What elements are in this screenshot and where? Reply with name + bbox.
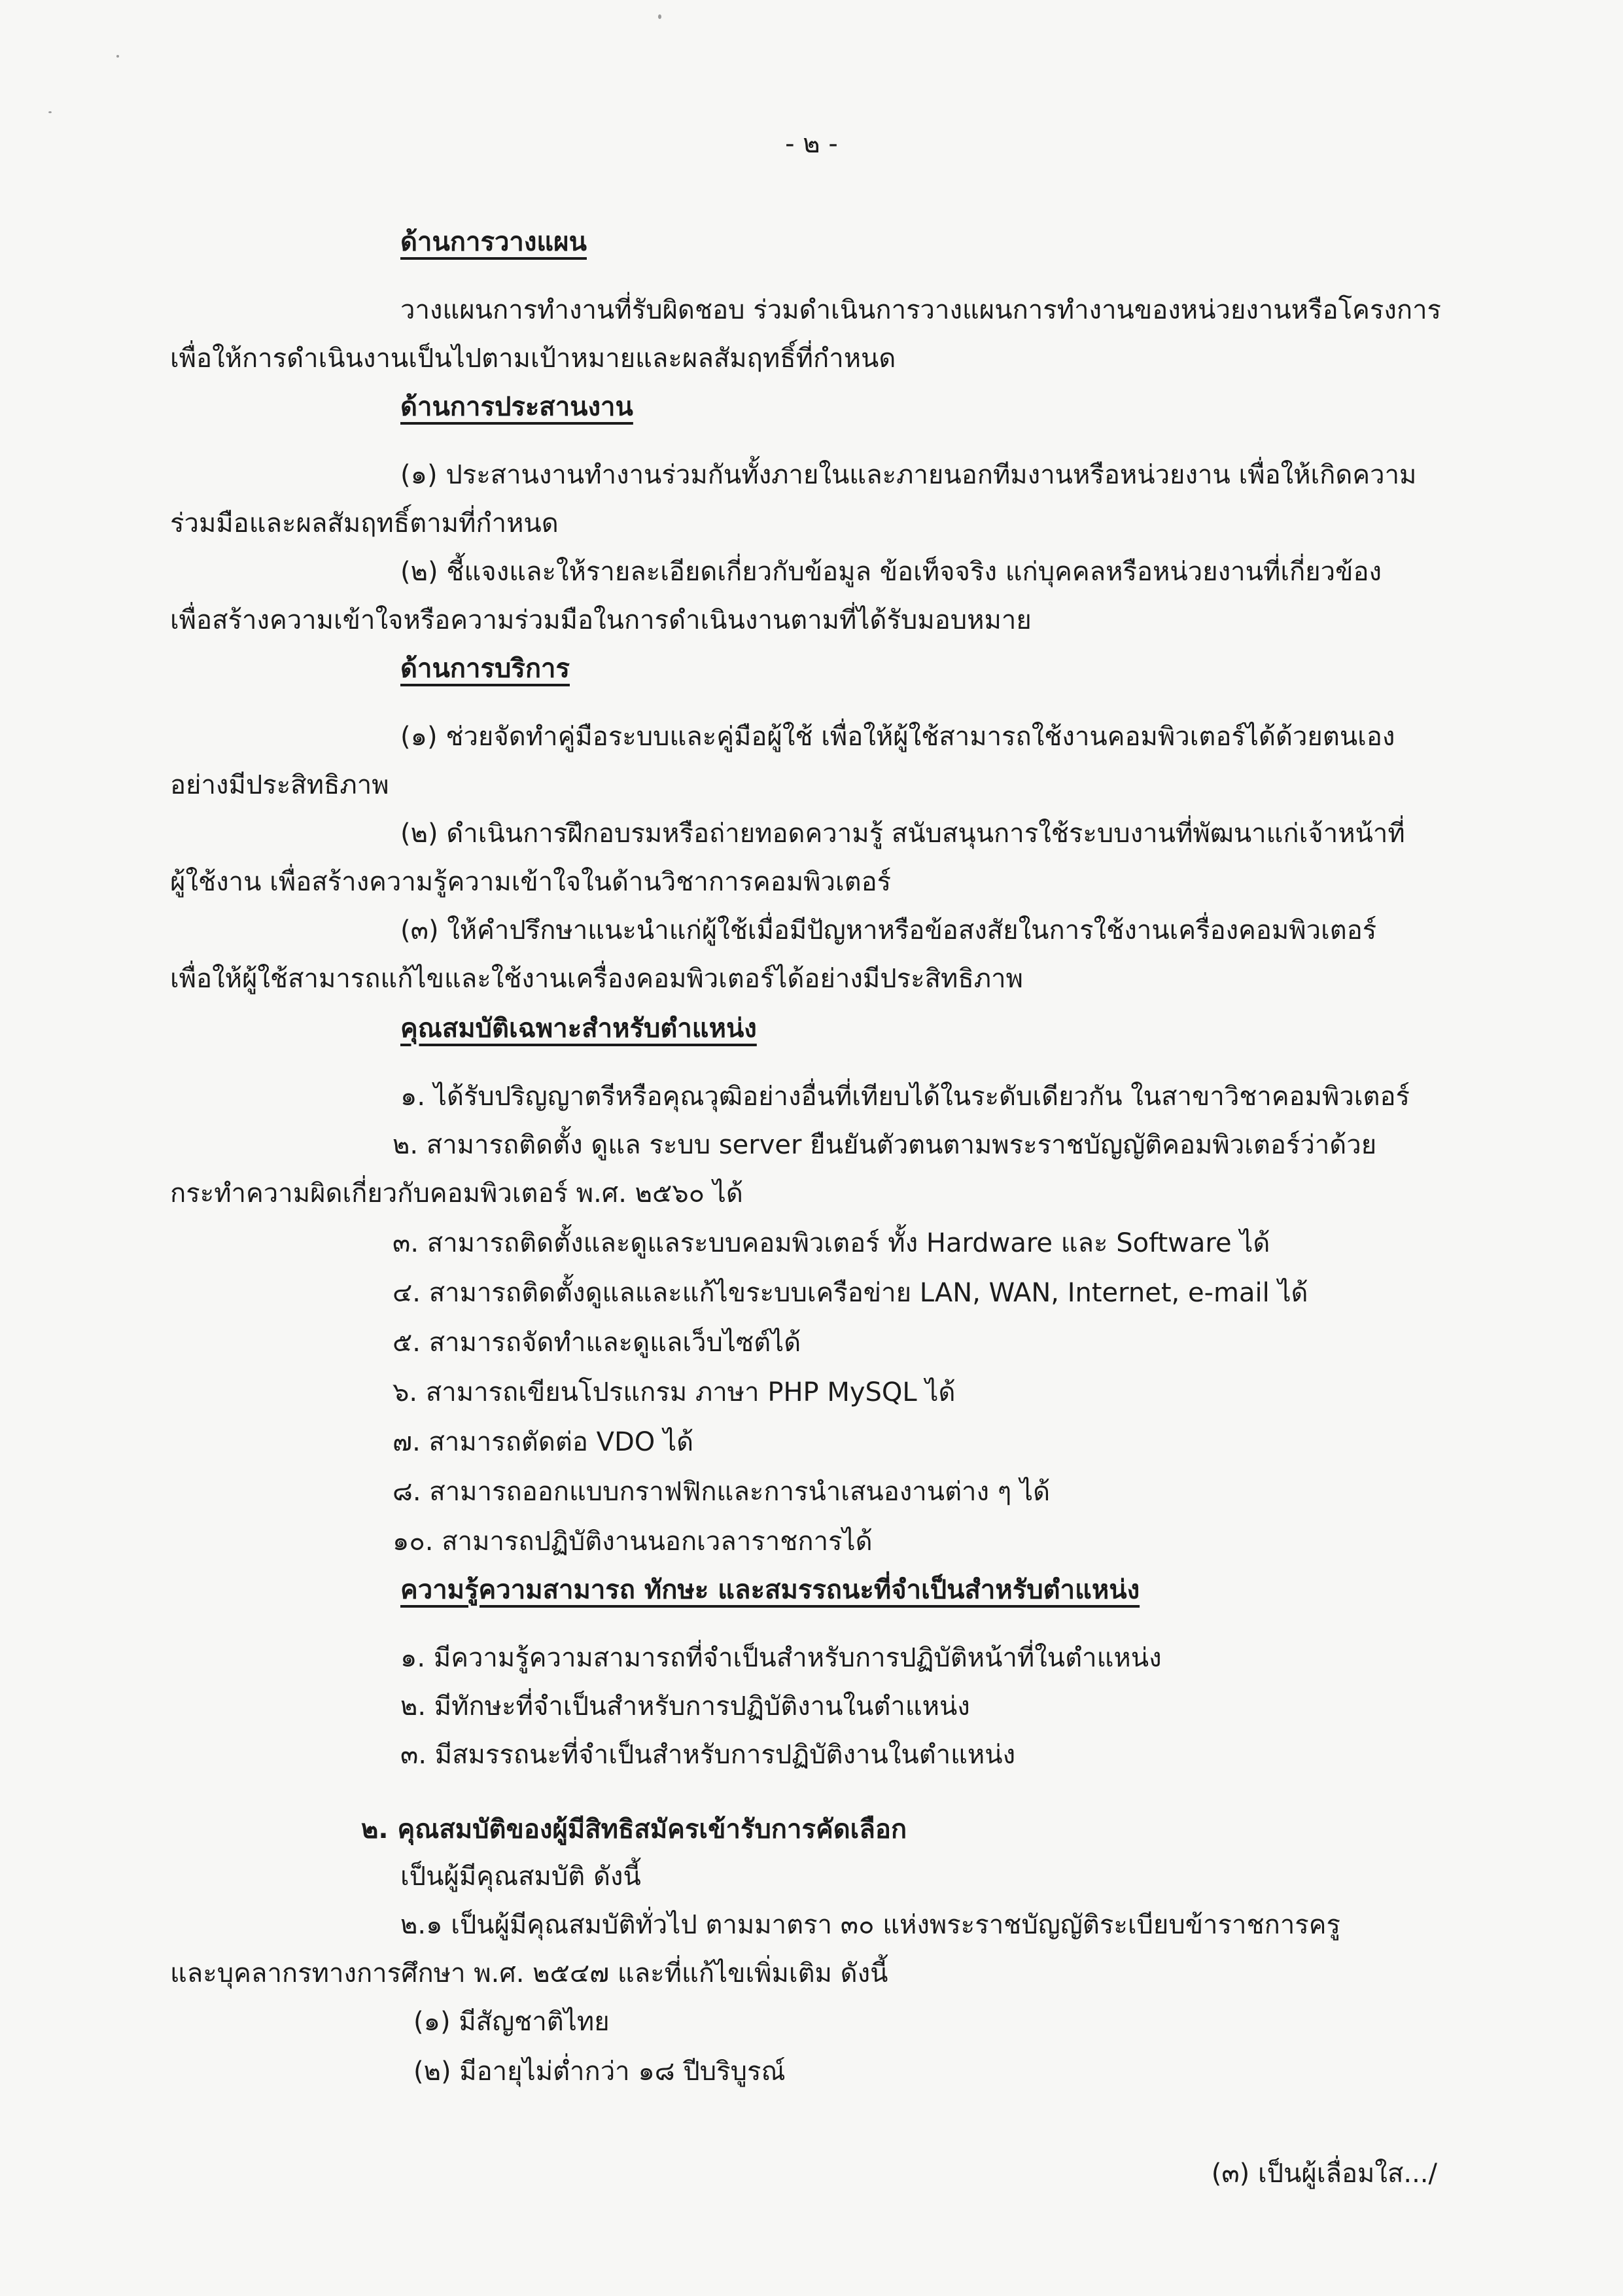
section-heading-applicant-qualifications: ๒. คุณสมบัติของผู้มีสิทธิสมัครเข้ารับการคัดเลือก: [361, 1814, 907, 1845]
paragraph-line: เพื่อสร้างความเข้าใจหรือความร่วมมือในการดำเนินงานตามที่ได้รับมอบหมาย: [170, 605, 1032, 635]
list-item: (๑) มีสัญชาติไทย: [413, 2007, 610, 2037]
section-heading-qualifications: คุณสมบัติเฉพาะสำหรับตำแหน่ง: [400, 1014, 757, 1044]
list-item: ๒. สามารถติดตั้ง ดูแล ระบบ server ยืนยันตัวตนตามพระราชบัญญัติคอมพิวเตอร์ว่าด้วย: [393, 1130, 1377, 1160]
list-item: ๖. สามารถเขียนโปรแกรม ภาษา PHP MySQL ได้: [393, 1377, 956, 1407]
list-item: ๕. สามารถจัดทำและดูแลเว็บไซต์ได้: [393, 1328, 801, 1358]
paragraph-line: ๒.๑ เป็นผู้มีคุณสมบัติทั่วไป ตามมาตรา ๓๐ แห่งพระราชบัญญัติระเบียบข้าราชการครู: [400, 1910, 1341, 1940]
list-item: ๑. ได้รับปริญญาตรีหรือคุณวุฒิอย่างอื่นที่เทียบได้ในระดับเดียวกัน ในสาขาวิชาคอมพิวเตอร์: [400, 1082, 1410, 1112]
paragraph-line: อย่างมีประสิทธิภาพ: [170, 770, 389, 800]
paragraph-line: ผู้ใช้งาน เพื่อสร้างความรู้ความเข้าใจในด้านวิชาการคอมพิวเตอร์: [170, 867, 892, 897]
list-item: ๑๐. สามารถปฏิบัติงานนอกเวลาราชการได้: [393, 1527, 873, 1557]
list-item: กระทำความผิดเกี่ยวกับคอมพิวเตอร์ พ.ศ. ๒๕๖๐ ได้: [170, 1178, 743, 1209]
list-item: ๒. มีทักษะที่จำเป็นสำหรับการปฏิบัติงานในตำแหน่ง: [400, 1691, 970, 1722]
section-heading-planning: ด้านการวางแผน: [400, 227, 587, 257]
continuation-note: (๓) เป็นผู้เลื่อมใส.../: [1211, 2159, 1437, 2189]
paragraph-line: เพื่อให้ผู้ใช้สามารถแก้ไขและใช้งานเครื่องคอมพิวเตอร์ได้อย่างมีประสิทธิภาพ: [170, 964, 1024, 994]
paragraph-line: (๑) ช่วยจัดทำคู่มือระบบและคู่มือผู้ใช้ เพื่อให้ผู้ใช้สามารถใช้งานคอมพิวเตอร์ได้ด้วยตนเอง: [400, 722, 1395, 752]
section-heading-competencies: ความรู้ความสามารถ ทักษะ และสมรรถนะที่จำเป็นสำหรับตำแหน่ง: [400, 1575, 1140, 1605]
section-heading-service: ด้านการบริการ: [400, 654, 570, 684]
paragraph-line: ร่วมมือและผลสัมฤทธิ์ตามที่กำหนด: [170, 508, 559, 539]
paragraph-line: เพื่อให้การดำเนินงานเป็นไปตามเป้าหมายและผลสัมฤทธิ์ที่กำหนด: [170, 344, 896, 374]
list-item: (๒) มีอายุไม่ต่ำกว่า ๑๘ ปีบริบูรณ์: [413, 2057, 786, 2087]
list-item: ๑. มีความรู้ความสามารถที่จำเป็นสำหรับการปฏิบัติหน้าที่ในตำแหน่ง: [400, 1643, 1162, 1673]
list-item: ๓. สามารถติดตั้งและดูแลระบบคอมพิวเตอร์ ทั้ง Hardware และ Software ได้: [393, 1228, 1270, 1258]
paragraph-line: และบุคลากรทางการศึกษา พ.ศ. ๒๕๔๗ และที่แก้ไขเพิ่มเติม ดังนี้: [170, 1958, 888, 1988]
paragraph-line: (๑) ประสานงานทำงานร่วมกันทั้งภายในและภายนอกทีมงานหรือหน่วยงาน เพื่อให้เกิดความ: [400, 460, 1417, 490]
section-heading-coordination: ด้านการประสานงาน: [400, 392, 633, 422]
paragraph-line: (๓) ให้คำปรึกษาแนะนำแก่ผู้ใช้เมื่อมีปัญหาหรือข้อสงสัยในการใช้งานเครื่องคอมพิวเตอร์: [400, 915, 1377, 945]
paragraph-line: (๒) ดำเนินการฝึกอบรมหรือถ่ายทอดความรู้ สนับสนุนการใช้ระบบงานที่พัฒนาแก่เจ้าหน้าที่: [400, 819, 1405, 849]
scan-speck: [48, 111, 52, 113]
paragraph-line: วางแผนการทำงานที่รับผิดชอบ ร่วมดำเนินการวางแผนการทำงานของหน่วยงานหรือโครงการ: [400, 295, 1442, 325]
list-item: ๓. มีสมรรถนะที่จำเป็นสำหรับการปฏิบัติงานในตำแหน่ง: [400, 1740, 1016, 1770]
page-number: - ๒ -: [785, 129, 838, 159]
scan-speck: [116, 55, 119, 58]
scan-speck: [658, 14, 661, 19]
paragraph-line: (๒) ชี้แจงและให้รายละเอียดเกี่ยวกับข้อมูล ข้อเท็จจริง แก่บุคคลหรือหน่วยงานที่เกี่ยวข้อง: [400, 557, 1382, 587]
paragraph-line: เป็นผู้มีคุณสมบัติ ดังนี้: [400, 1862, 641, 1892]
list-item: ๔. สามารถติดตั้งดูแลและแก้ไขระบบเครือข่าย LAN, WAN, Internet, e-mail ได้: [393, 1278, 1308, 1308]
list-item: ๗. สามารถตัดต่อ VDO ได้: [393, 1427, 694, 1457]
list-item: ๘. สามารถออกแบบกราฟฟิกและการนำเสนองานต่าง ๆ ได้: [393, 1477, 1051, 1507]
